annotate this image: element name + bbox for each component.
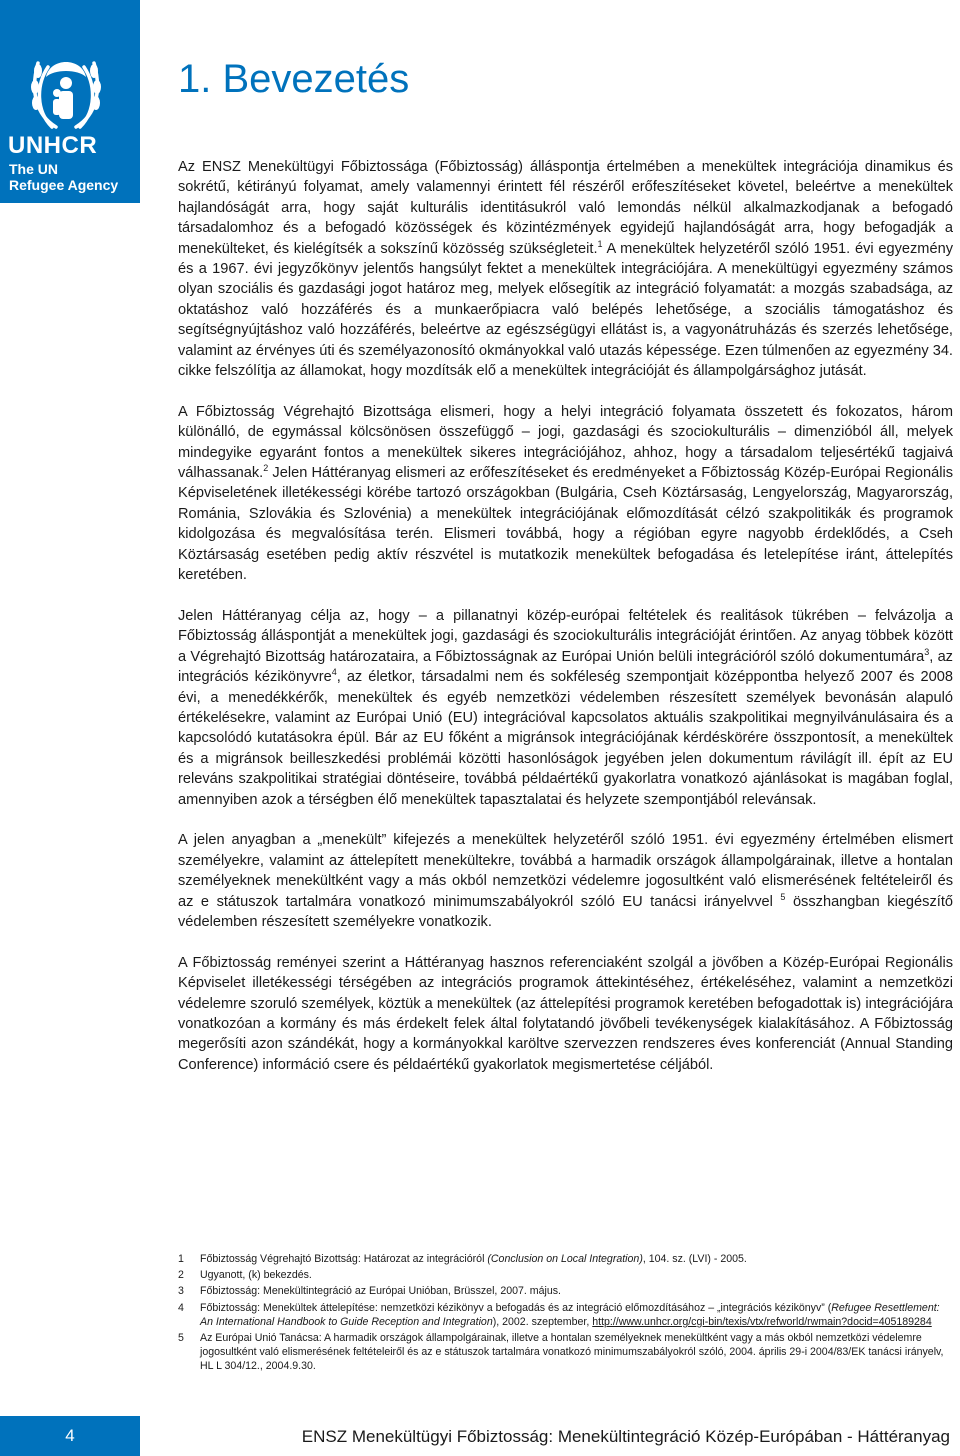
- footnote-text: , 104. sz. (LVI) - 2005.: [642, 1253, 747, 1265]
- footnotes: [178, 1252, 953, 1376]
- footnote-ref[interactable]: 5: [780, 891, 786, 902]
- paragraph-text: , az életkor, társadalmi nem és sokféleség szempontjait középpontba helyező 2007 és 2008 évi, a menedékkérők, menekültek és egyéb nemzetközi védelemben részesített személyek bevonásán alapuló értékelésekre, valamint az Európai Unió (EU) integrációval kapcsolatos aktuális szakpolitikai megnyilvánulásaira és a kapcsolódó kutatásokra épül. Bár az EU főként a migránsok integrációjának kérdéskörére összpontosít, a menekültek és a migránsok beilleszkedési problémái közötti hasonlóságok jegyében jelen dokumentum rávilágít ill. épít az EU releváns szakpolitikai stratégiai döntéseire, továbbá példaértékű gyakorlatra vonatkozó ajánlásokat is magában foglal, amennyiben azok a térségben élő menekültek tapasztalatai és helyzete szempontjából relevánsak.: [178, 669, 953, 808]
- logo-subtitle-line1: The UN: [9, 161, 58, 177]
- body-text: [178, 157, 953, 1075]
- page-title: 1. Bevezetés: [178, 57, 410, 101]
- logo-subtitle-line2: Refugee Agency: [9, 177, 119, 193]
- paragraph: [178, 402, 953, 586]
- unhcr-emblem-icon: [22, 47, 110, 133]
- paragraph: [178, 830, 953, 932]
- footnote-ref[interactable]: 1: [597, 238, 603, 249]
- footnote-number: 5: [178, 1332, 184, 1345]
- unhcr-logo: [0, 0, 140, 203]
- footnote-text: ), 2002. szeptember,: [492, 1315, 593, 1328]
- footnote-text: Főbiztosság: Menekültek áttelepítése: nemzetközi kézikönyv a befogadás és az integráció előmozdításához – „integrációs kézikönyv” (: [200, 1301, 832, 1314]
- footnote-ref[interactable]: 3: [924, 646, 930, 657]
- logo-name: UNHCR: [8, 132, 98, 159]
- footnote-item: [178, 1301, 953, 1329]
- paragraph-text: Jelen Háttéranyag célja az, hogy – a pillanatnyi közép-európai feltételek és realitások tükrében – felvázolja a Főbiztosság álláspontját a menekültek jogi, gazdasági és szociokulturális integrációját érintően. Az anyag többek között a Végrehajtó Bizottság határozataira, a Főbiztosságnak az Európai Unión belüli integrációról szóló dokumentumára: [178, 607, 953, 665]
- footnote-number: 2: [178, 1269, 184, 1282]
- footnote-number: 4: [178, 1301, 184, 1314]
- paragraph-text: összhangban kiegészítő védelemben részesített személyekre vonatkozik.: [178, 893, 953, 930]
- footnote-number: 1: [178, 1253, 184, 1265]
- paragraph-text: A menekültek helyzetéről szóló 1951. évi egyezmény és a 1967. évi jegyzőkönyv jelentős hangsúlyt fektet a menekültek integrációjára. A menekültügyi egyezmény számos olyan szociális és gazdasági jogot határoz meg, melyek elősegítik az integráció folyamatát: a mozgás szabadsága, az oktatáshoz való hozzáférés és a munkaerőpiacra való belépés lehetősége, a szociális támogatáshoz és segítségnyújtáshoz való hozzáférés, beleértve az egészségügyi ellátást is, a vagyonátruházás és szerzés lehetősége, valamint az érvényes úti és személyazonosító okmányokkal való utazás képessége. Ezen túlmenően az egyezmény 34. cikke felszólítja az államokat, hogy mozdítsák elő a menekültek integrációját és állampolgársághoz jutását.: [178, 240, 953, 380]
- logo-subtitle: [9, 161, 118, 193]
- footnote-text: Ugyanott, (k) bekezdés.: [200, 1269, 312, 1282]
- page-number: 4: [0, 1416, 140, 1456]
- footnote-link[interactable]: http://www.unhcr.org/cgi-bin/texis/vtx/refworld/rwmain?docid=405189284: [592, 1315, 932, 1328]
- footnote-item: [178, 1331, 953, 1374]
- paragraph: [178, 157, 953, 381]
- footnote-italic-text: Refugee Resettlement: An International Handbook to Guide Reception and Integration: [200, 1301, 940, 1328]
- footnote-ref[interactable]: 2: [263, 463, 269, 474]
- footnote-text: Főbiztosság Végrehajtó Bizottság: Határozat az integrációról: [200, 1253, 488, 1265]
- footnote-number: 3: [178, 1285, 184, 1298]
- footnote-item: [178, 1284, 953, 1298]
- paragraph-text: A jelen anyagban a „menekült” kifejezés a menekültek helyzetéről szóló 1951. évi egyezmény értelmében elismert személyekre, valamint az áttelepített menekültekre, továbbá a harmadik országok állampolgárainak, illetve a hontalan személyeknek menekültként vagy a más okból nemzetközi védelemre jogosultként való elismerésének feltételeiről és az e státuszok tartalmára vonatkozó minimumszabályokról szóló EU tanácsi irányelvvel: [178, 832, 953, 910]
- footnote-text: Az Európai Unió Tanácsa: A harmadik országok állampolgárainak, illetve a hontalan személyeknek menekültként vagy a más okból nemzetközi védelemre jogosultként való elismerésének feltételeiről és az e státuszok tartalmára vonatkozó minimumszabályokról szóló, 2004. április 29-i 2004/83/EK tanácsi irányelv, HL L 304/12., 2004.9.30.: [200, 1332, 944, 1373]
- paragraph-text: Az ENSZ Menekültügyi Főbiztossága (Főbiztosság) álláspontja értelmében a menekültek integrációja dinamikus és sokrétű, kétirányú folyamat, amely valamennyi érintett fél részéről erőfeszítéseket követel, beleértve a menekültek hajlandóságát arra, hogy saját kulturális identitásukról való lemondás nélkül alkalmazkodjanak a befogadó társadalomhoz és a befogadó közösségek és közintézmények egyidejű hajlandóságát arra, hogy befogadják a menekülteket, és kielégítsék a sokszínű közösség szükségleteit.: [178, 159, 953, 257]
- footer-title: ENSZ Menekültügyi Főbiztosság: Menekültintegráció Közép-Európában - Háttéranyag: [301, 1427, 950, 1446]
- footnote-text: Főbiztosság: Menekültintegráció az Európai Unióban, Brüsszel, 2007. május.: [200, 1285, 561, 1298]
- footnote-italic-text: (Conclusion on Local Integration): [487, 1253, 643, 1265]
- paragraph-text: A Főbiztosság reményei szerint a Háttéranyag hasznos referenciaként szolgál a jövőben a Közép-Európai Regionális Képviselet illetékességi térségében az integrációs programok áttekintéséhez, értékeléséhez, valamint a nemzetközi védelemre szoruló személyek, köztük a menekültek (az áttelepítési programok keretében befogadottak is) integrációjára vonatkozóan a kormány és más érdekelt felek által folytatandó jövőbeli tevékenységek kialakításához. A Főbiztosság megerősíti azon szándékát, hogy a kormányokkal karöltve szervezzen rendszeres éves konferenciát (Annual Standing Conference) információ csere és példaértékű gyakorlatok megismertetése céljából.: [178, 954, 953, 1073]
- footnote-ref[interactable]: 4: [331, 667, 337, 678]
- paragraph-text: Jelen Háttéranyag elismeri az erőfeszítéseket és eredményeket a Főbiztosság Közép-Európai Regionális Képviseletének illetékességi körébe tartozó országokban (Bulgária, Cseh Köztársaság, Lengyelország, Magyarország, Románia, Szlovákia és Szlovénia) a menekültek integrációjának előmozdítását célzó szakpolitikák és programok kidolgozása és megvalósítása terén. Elismeri továbbá, hogy a régióban egyre nagyobb érdeklődés, a Cseh Köztársaság esetében pedig aktív részvétel is mutatkozik menekültek befogadása és letelepítése iránt, áttelepítés keretében.: [178, 465, 953, 584]
- footnote-item: [178, 1268, 953, 1282]
- paragraph-text: , az integrációs kézikönyvre: [178, 648, 953, 686]
- paragraph-text: A Főbiztosság Végrehajtó Bizottsága elismeri, hogy a helyi integráció folyamata összetett és fokozatos, három különálló, de egymással kölcsönösen összefüggő – jogi, gazdasági és szociokulturális – dimenzióból áll, melyek mindegyike egyaránt fontos a menekültek sikeres integrációjához, ahhoz, hogy a társadalom teljesértékű tagjaivá válhassanak.: [178, 403, 953, 482]
- paragraph: [178, 606, 953, 810]
- paragraph: [178, 953, 953, 1075]
- footnote-item: [178, 1252, 953, 1266]
